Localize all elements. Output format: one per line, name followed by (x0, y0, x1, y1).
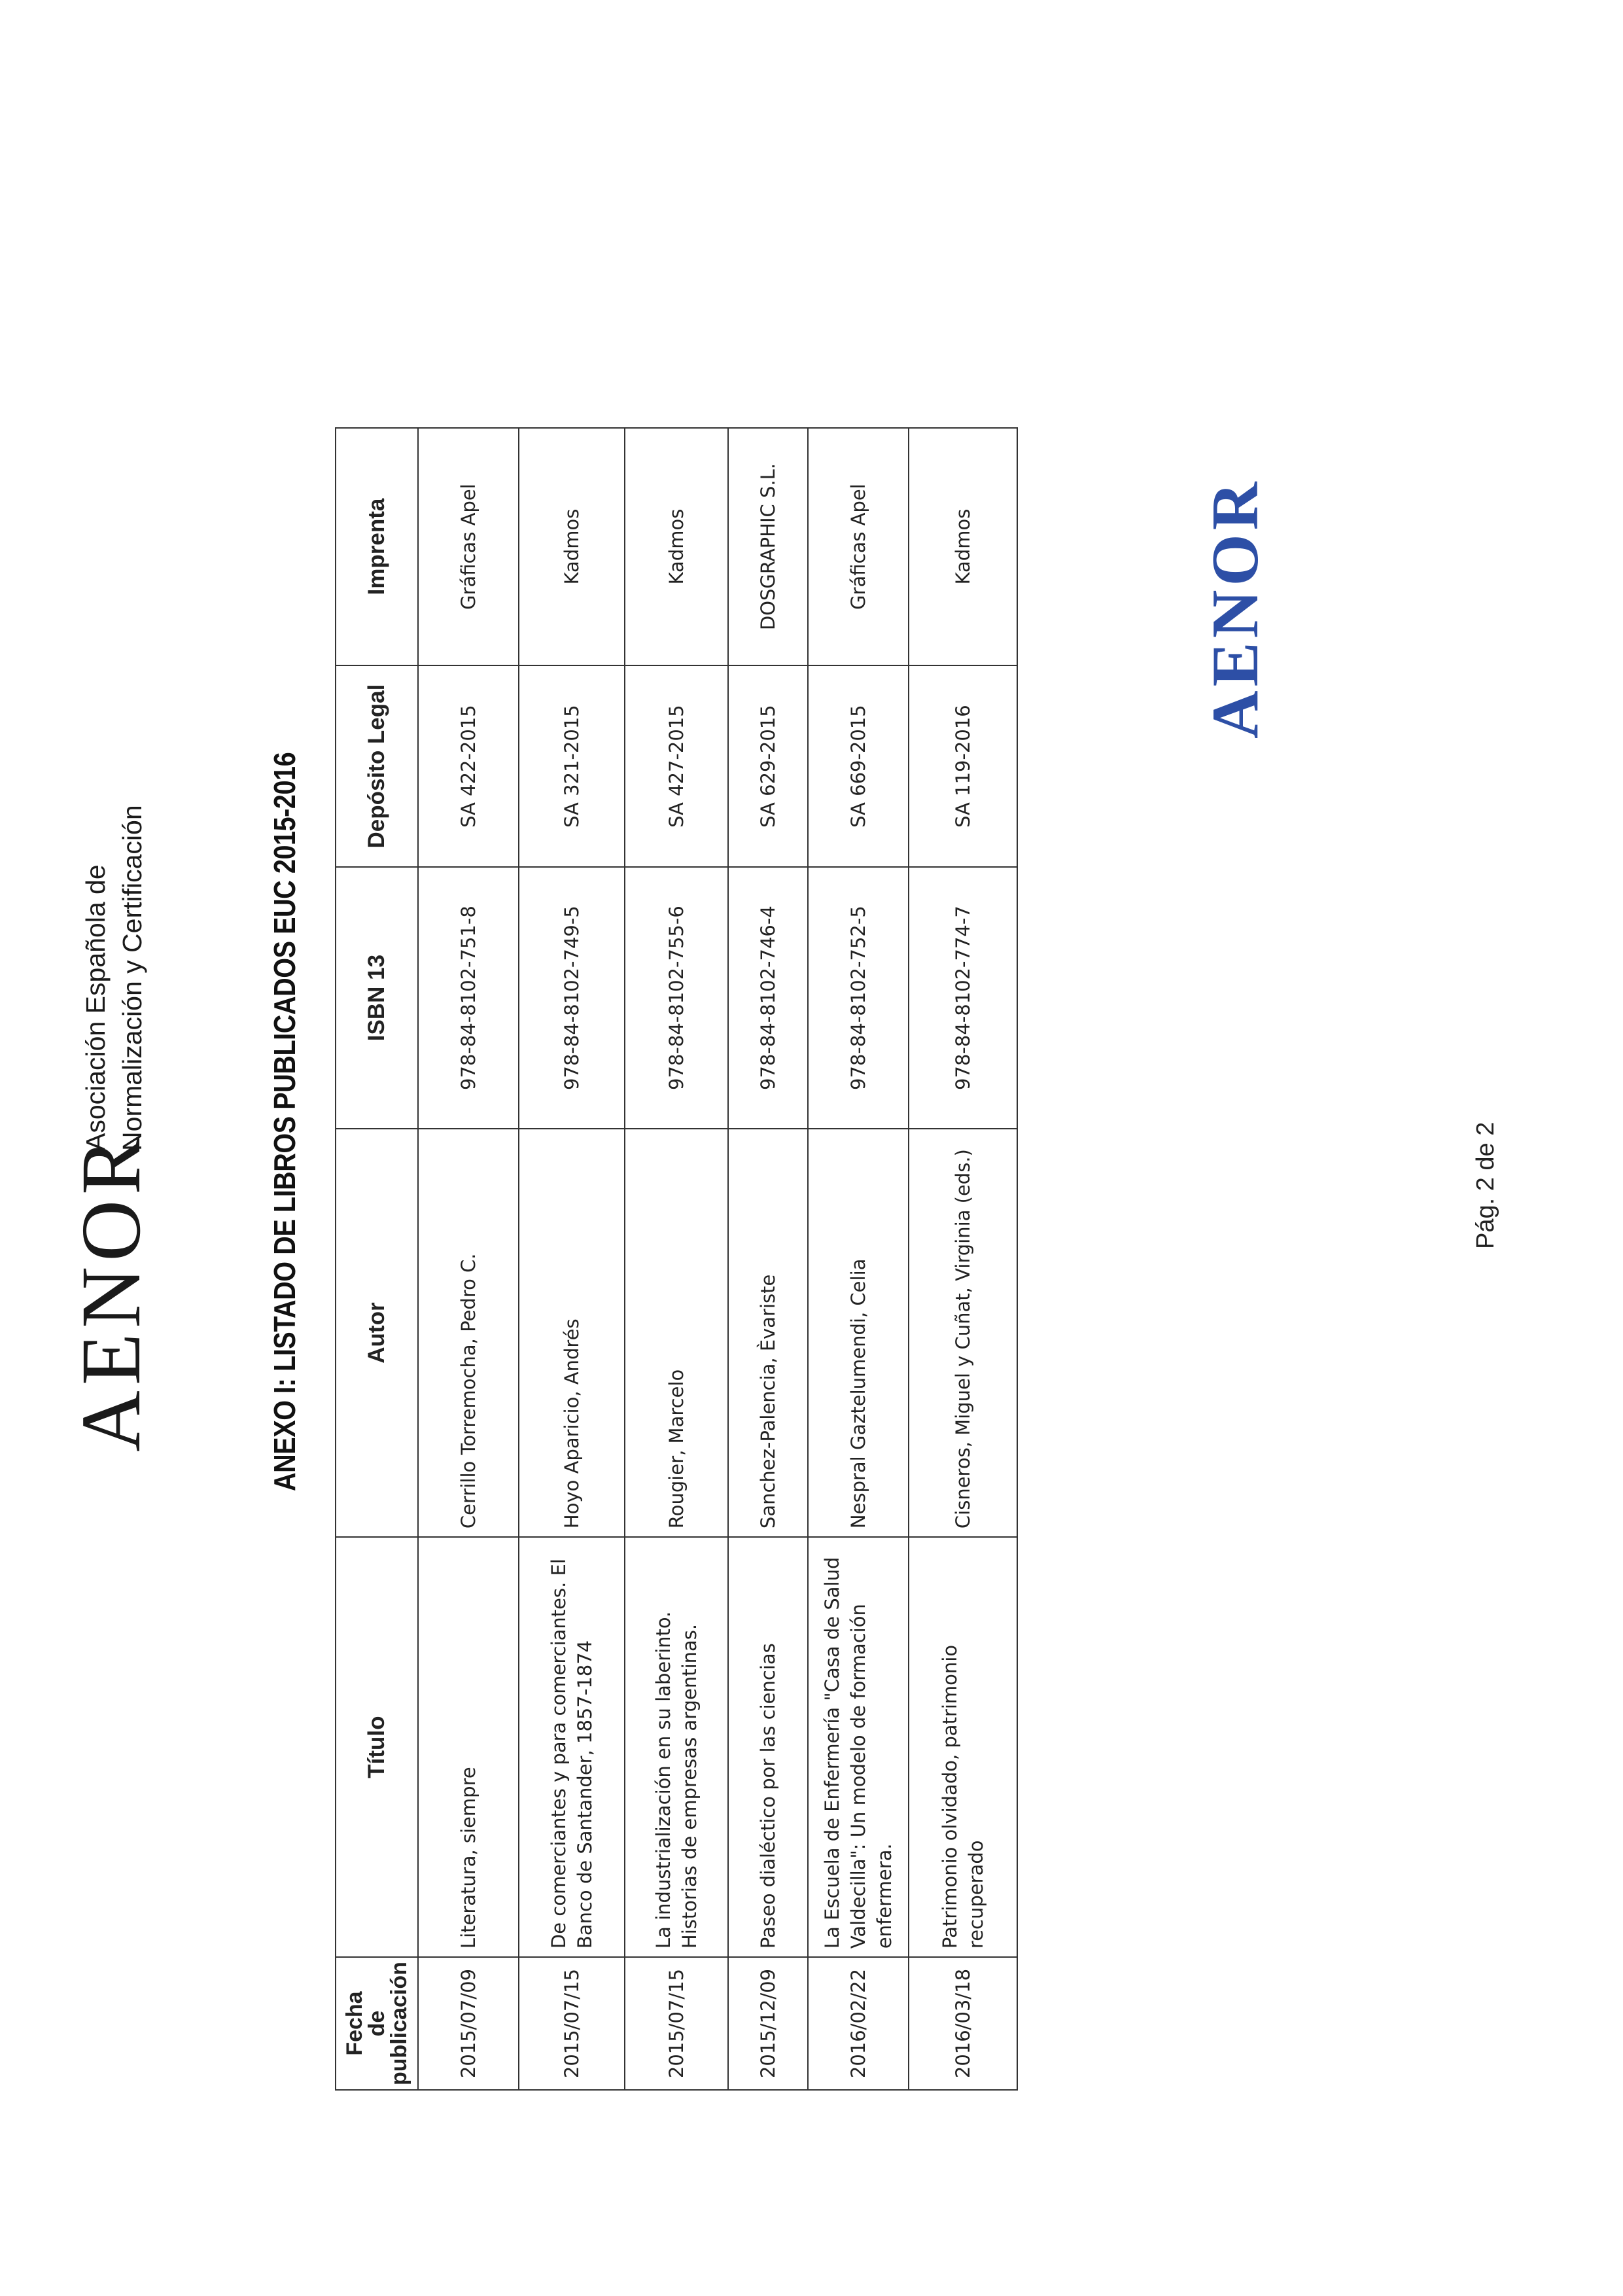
organization-name (77, 805, 150, 1151)
cell-isbn: 978-84-8102-749-5 (519, 867, 625, 1129)
table-row (808, 428, 909, 2090)
cell-titulo: Patrimonio olvidado, patrimonio recuperado (909, 1537, 1017, 1957)
column-header-isbn: ISBN 13 (336, 867, 418, 1129)
cell-isbn: 978-84-8102-752-5 (808, 867, 909, 1129)
cell-fecha: 2015/07/15 (519, 1957, 625, 2090)
table-row (625, 428, 728, 2090)
column-header-imprenta: Imprenta (336, 428, 418, 665)
cell-autor: Cerrillo Torremocha, Pedro C. (418, 1129, 519, 1537)
cell-autor: Sanchez-Palencia, Èvariste (728, 1129, 808, 1537)
cell-autor: Hoyo Aparicio, Andrés (519, 1129, 625, 1537)
cell-imprenta: Gráficas Apel (808, 428, 909, 665)
cell-fecha: 2015/12/09 (728, 1957, 808, 2090)
column-header-titulo: Título (336, 1537, 418, 1957)
cell-deposito: SA 321-2015 (519, 665, 625, 867)
table-row (519, 428, 625, 2090)
cell-imprenta: Gráficas Apel (418, 428, 519, 665)
column-header-deposito: Depósito Legal (336, 665, 418, 867)
cell-fecha: 2015/07/15 (625, 1957, 728, 2090)
cell-imprenta: Kadmos (909, 428, 1017, 665)
aenor-stamp: AENOR (1198, 478, 1272, 739)
organization-name-line2: Normalización y Certificación (117, 805, 147, 1151)
page-number: Pág. 2 de 2 (1472, 1122, 1499, 1249)
table-header-row (336, 428, 418, 2090)
document-title: ANEXO I: LISTADO DE LIBROS PUBLICADOS EUC 2015-2016 (268, 752, 302, 1491)
books-table (335, 427, 1018, 2091)
cell-autor: Rougier, Marcelo (625, 1129, 728, 1537)
cell-titulo: Paseo dialéctico por las ciencias (728, 1537, 808, 1957)
cell-isbn: 978-84-8102-755-6 (625, 867, 728, 1129)
organization-name-line1: Asociación Española de (80, 864, 111, 1151)
cell-fecha: 2015/07/09 (418, 1957, 519, 2090)
cell-isbn: 978-84-8102-751-8 (418, 867, 519, 1129)
cell-titulo: La Escuela de Enfermería "Casa de Salud Valdecilla": Un modelo de formación enfermera. (808, 1537, 909, 1957)
cell-deposito: SA 422-2015 (418, 665, 519, 867)
cell-deposito: SA 119-2016 (909, 665, 1017, 867)
cell-deposito: SA 669-2015 (808, 665, 909, 867)
cell-titulo: De comerciantes y para comerciantes. El Banco de Santander, 1857-1874 (519, 1537, 625, 1957)
column-header-fecha: Fecha de publicación (336, 1957, 418, 2090)
cell-autor: Nespral Gaztelumendi, Celia (808, 1129, 909, 1537)
cell-imprenta: Kadmos (519, 428, 625, 665)
column-header-autor: Autor (336, 1129, 418, 1537)
cell-titulo: La industrialización en su laberinto. Historias de empresas argentinas. (625, 1537, 728, 1957)
cell-imprenta: DOSGRAPHIC S.L. (728, 428, 808, 665)
table-row (909, 428, 1017, 2090)
cell-imprenta: Kadmos (625, 428, 728, 665)
cell-deposito: SA 629-2015 (728, 665, 808, 867)
cell-fecha: 2016/03/18 (909, 1957, 1017, 2090)
cell-titulo: Literatura, siempre (418, 1537, 519, 1957)
table-row (728, 428, 808, 2090)
cell-autor: Cisneros, Miguel y Cuñat, Virginia (eds.) (909, 1129, 1017, 1537)
table-row (418, 428, 519, 2090)
cell-isbn: 978-84-8102-774-7 (909, 867, 1017, 1129)
cell-deposito: SA 427-2015 (625, 665, 728, 867)
aenor-logo: AENOR (64, 1133, 158, 1452)
cell-isbn: 978-84-8102-746-4 (728, 867, 808, 1129)
cell-fecha: 2016/02/22 (808, 1957, 909, 2090)
